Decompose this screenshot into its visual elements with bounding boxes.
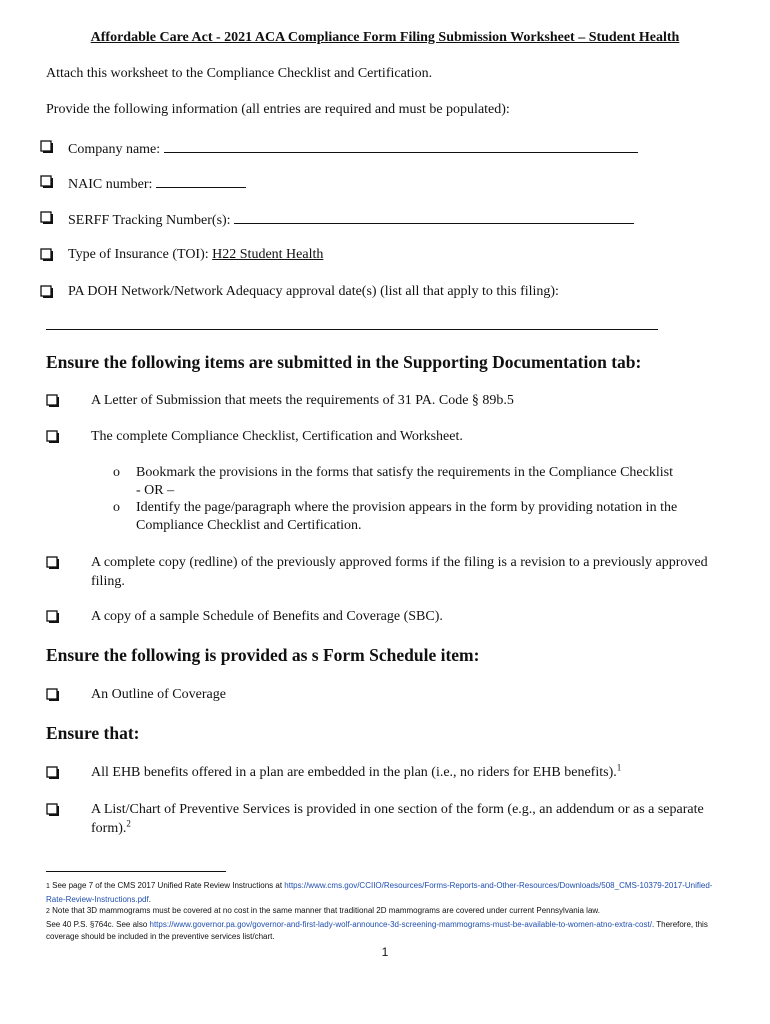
checkbox-sbc-sample[interactable] <box>46 610 59 623</box>
checkbox-naic-number[interactable] <box>40 175 53 188</box>
checkbox-icon <box>46 610 59 623</box>
footnote-2-number: 2 <box>46 908 50 915</box>
footnote-1 <box>46 880 726 906</box>
footnote-2 <box>46 905 726 944</box>
naic-number-label: NAIC number: <box>68 177 153 192</box>
company-name-field[interactable] <box>164 139 638 153</box>
footnote-2-link[interactable]: https://www.governor.pa.gov/governor-and-first-lady-wolf-announce-3d-screening-mammograms-must-be-available-to-women-atno-extra-cost/ <box>149 919 652 929</box>
compliance-checklist-item: The complete Compliance Checklist, Certification and Worksheet. <box>91 429 463 444</box>
doh-approval-field[interactable] <box>46 329 658 330</box>
checkbox-icon <box>40 140 53 153</box>
checkbox-serff-tracking[interactable] <box>40 211 53 224</box>
serff-tracking-row <box>68 210 634 229</box>
sub-item-bookmark <box>136 464 726 499</box>
footnote-ref-1[interactable]: 1 <box>616 762 622 773</box>
sub-item-bookmark-text: Bookmark the provisions in the forms that satisfy the requirements in the Compliance Checklist <box>136 465 673 480</box>
preventive-services-text: A List/Chart of Preventive Services is provided in one section of the form (e.g., an addendum or as a separate form). <box>91 802 704 836</box>
footnote-1-text: See page 7 of the CMS 2017 Unified Rate Review Instructions at <box>52 881 283 890</box>
footnote-2-end: . Therefore, this coverage should be included in the preventive services list/chart. <box>46 919 708 941</box>
toi-value: H22 Student Health <box>212 247 324 262</box>
serff-tracking-label: SERFF Tracking Number(s): <box>68 213 231 228</box>
checkbox-icon <box>40 248 53 261</box>
type-of-insurance-row <box>68 247 323 263</box>
redline-copy-item: A complete copy (redline) of the previously approved forms if the filing is a revision to a previously approved filing. <box>91 555 708 589</box>
serff-tracking-field[interactable] <box>234 210 634 224</box>
naic-number-row <box>68 174 246 193</box>
letter-of-submission-item: A Letter of Submission that meets the requirements of 31 PA. Code § 89b.5 <box>91 393 514 408</box>
checkbox-icon <box>46 766 59 779</box>
preventive-services-item <box>91 801 721 838</box>
checkbox-icon <box>40 285 53 298</box>
page-title: Affordable Care Act - 2021 ACA Compliance Form Filing Submission Worksheet – Student Health <box>90 30 680 45</box>
outline-of-coverage-item: An Outline of Coverage <box>91 687 226 702</box>
checkbox-letter-of-submission[interactable] <box>46 394 59 407</box>
supporting-docs-heading: Ensure the following items are submitted in the Supporting Documentation tab: <box>46 352 642 372</box>
company-name-label: Company name: <box>68 142 161 157</box>
checkbox-redline-copy[interactable] <box>46 556 59 569</box>
naic-number-field[interactable] <box>156 174 246 188</box>
checkbox-type-of-insurance[interactable] <box>40 248 53 261</box>
sub-item-or: - OR – <box>136 482 175 498</box>
checkbox-outline-of-coverage[interactable] <box>46 688 59 701</box>
attach-instruction: Attach this worksheet to the Compliance Checklist and Certification. <box>46 66 433 81</box>
sub-item-identify: Identify the page/paragraph where the provision appears in the form by providing notation in the Compliance Checklist and Certification. <box>136 500 678 533</box>
checkbox-icon <box>46 394 59 407</box>
footnote-ref-2[interactable]: 2 <box>126 817 131 828</box>
form-schedule-heading: Ensure the following is provided as s Form Schedule item: <box>46 645 480 665</box>
company-name-row <box>68 139 638 158</box>
checkbox-ehb-embedded[interactable] <box>46 766 59 779</box>
footnote-1-link[interactable]: https://www.cms.gov/CCIIO/Resources/Forms-Reports-and-Other-Resources/Downloads/508_CMS-10379-2017-Unified-Rate-Review-Instructions.pdf <box>46 881 713 904</box>
footnote-2-text-cont: See 40 P.S. §764c. See also <box>46 919 148 929</box>
ehb-embedded-text: All EHB benefits offered in a plan are embedded in the plan (i.e., no riders for EHB benefits). <box>91 765 617 780</box>
page-number: 1 <box>381 945 389 959</box>
checkbox-company-name[interactable] <box>40 140 53 153</box>
sub-bullet-marker: o <box>113 465 120 480</box>
checkbox-icon <box>46 688 59 701</box>
checkbox-icon <box>46 556 59 569</box>
footnote-2-text: Note that 3D mammograms must be covered at no cost in the same manner that traditional 2D mammograms are covered under current Pennsylvania law. <box>52 906 600 915</box>
sub-bullet-marker: o <box>113 500 120 515</box>
ensure-that-heading: Ensure that: <box>46 723 140 743</box>
doh-approval-label: PA DOH Network/Network Adequacy approval date(s) (list all that apply to this filing): <box>68 284 559 299</box>
checkbox-preventive-services[interactable] <box>46 803 59 816</box>
footnote-1-number: 1 <box>46 883 50 890</box>
checkbox-compliance-checklist[interactable] <box>46 430 59 443</box>
checkbox-icon <box>46 803 59 816</box>
checkbox-doh-approval[interactable] <box>40 285 53 298</box>
sbc-sample-item: A copy of a sample Schedule of Benefits and Coverage (SBC). <box>91 609 443 624</box>
checkbox-icon <box>40 211 53 224</box>
footnote-1-end: . <box>148 894 151 904</box>
checkbox-icon <box>46 430 59 443</box>
checkbox-icon <box>40 175 53 188</box>
provide-instruction: Provide the following information (all entries are required and must be populated): <box>46 102 510 117</box>
toi-label: Type of Insurance (TOI): <box>68 247 209 262</box>
ehb-embedded-item <box>91 764 721 783</box>
footnote-divider <box>46 871 226 872</box>
